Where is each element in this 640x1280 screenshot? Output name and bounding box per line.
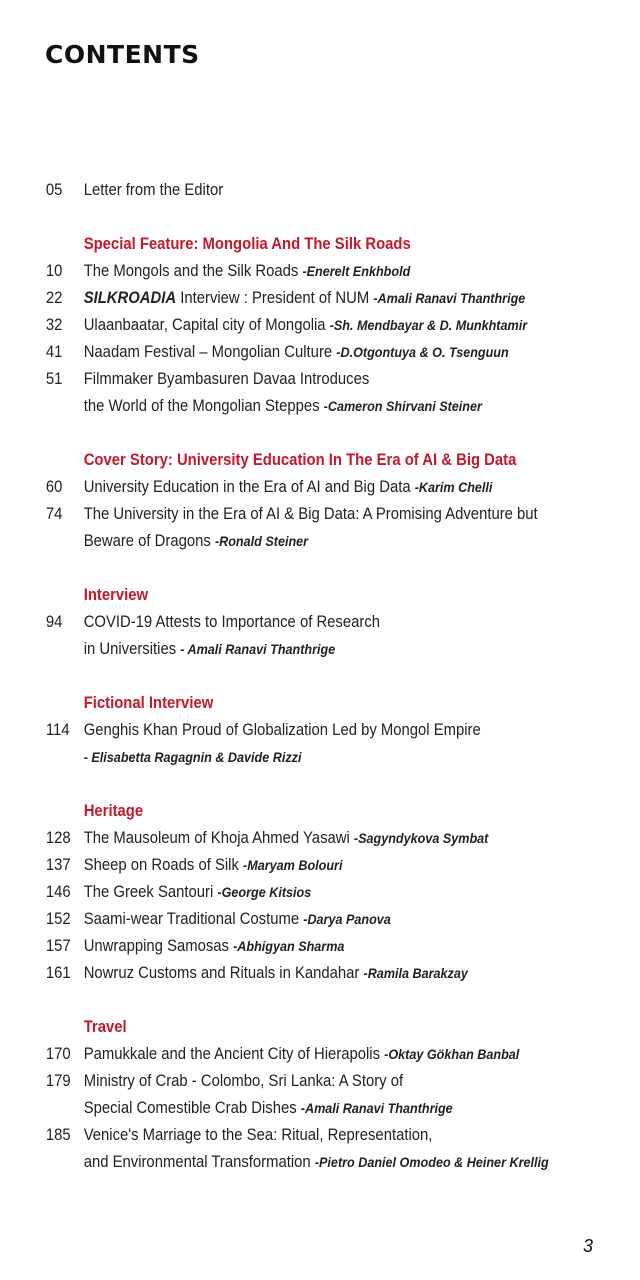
entry-author: -Ramila Barakzay (363, 965, 468, 981)
section-heading: Interview (83, 586, 149, 604)
entry-title (84, 825, 489, 852)
entry-title-text: The Mongols and the Silk Roads (83, 262, 303, 280)
section-heading-row (0, 582, 576, 609)
entry-page-number: 05 (45, 181, 63, 199)
section-spacer (0, 987, 640, 1014)
entry-title-text: Ulaanbaatar, Capital city of Mongolia (83, 316, 330, 334)
entry-page-number: 114 (45, 721, 70, 739)
entry-title (84, 474, 493, 501)
toc-entry (0, 852, 576, 879)
section-spacer (0, 555, 640, 582)
entry-author: -Pietro Daniel Omodeo & Heiner Krellig (314, 1154, 549, 1170)
entry-title-text: Naadam Festival – Mongolian Culture (83, 343, 337, 361)
section-heading-row (0, 690, 576, 717)
entry-author: -Darya Panova (303, 911, 391, 927)
entry-page-number: 161 (45, 964, 71, 982)
toc-entry (0, 258, 576, 285)
toc-entry (0, 1122, 576, 1149)
entry-author: -Maryam Bolouri (243, 857, 343, 873)
toc-entry (0, 393, 576, 420)
entry-title (84, 906, 391, 933)
entry-author: -Amali Ranavi Thanthrige (300, 1100, 453, 1116)
entry-author: -Ronald Steiner (214, 533, 309, 549)
entry-title-text: in Universities (83, 640, 181, 658)
entry-page-number: 41 (45, 343, 63, 361)
entry-title (84, 609, 380, 636)
section-heading-row (0, 1014, 576, 1041)
entry-title (84, 1095, 453, 1122)
entry-title (84, 528, 308, 555)
toc-entry (0, 717, 576, 744)
entry-title (84, 744, 302, 771)
entry-title-text: Beware of Dragons (83, 532, 215, 550)
section-heading: Travel (83, 1018, 127, 1036)
section-spacer (0, 420, 640, 447)
toc-entry (0, 1068, 576, 1095)
entry-page-number: 137 (45, 856, 71, 874)
entry-author: -Amali Ranavi Thanthrige (373, 290, 526, 306)
section-heading-row (0, 798, 576, 825)
entry-title-text: COVID-19 Attests to Importance of Research (83, 613, 381, 631)
entry-page-number: 170 (45, 1045, 71, 1063)
toc-entry (0, 960, 576, 987)
section-heading-row (0, 231, 576, 258)
entry-title (84, 177, 224, 204)
toc-entry (0, 879, 576, 906)
entry-author: -Oktay Gökhan Banbal (384, 1046, 520, 1062)
magazine-name: SILKROADIA (83, 289, 177, 307)
entry-title-text: University Education in the Era of AI and Big Data (83, 478, 415, 496)
entry-page-number: 51 (45, 370, 63, 388)
entry-title (84, 636, 336, 663)
section-spacer (0, 663, 640, 690)
toc-entry (0, 906, 576, 933)
entry-title (84, 285, 526, 312)
entry-page-number: 60 (45, 478, 63, 496)
toc-entry (0, 366, 576, 393)
entry-title (84, 258, 411, 285)
entry-author: -D.Otgontuya & O. Tsenguun (336, 344, 509, 360)
toc-entry (0, 177, 576, 204)
toc-entry (0, 312, 576, 339)
section-spacer (0, 204, 640, 231)
entry-page-number: 10 (45, 262, 63, 280)
entry-title-text: Ministry of Crab - Colombo, Sri Lanka: A Story of (83, 1072, 404, 1090)
entry-page-number: 94 (45, 613, 63, 631)
entry-title (84, 312, 527, 339)
entry-author: -Enerelt Enkhbold (302, 263, 411, 279)
entry-title-text: The Greek Santouri (83, 883, 218, 901)
entry-title (84, 393, 482, 420)
entry-title-text: Filmmaker Byambasuren Davaa Introduces (83, 370, 370, 388)
toc-entry (0, 528, 576, 555)
toc-entry (0, 1095, 576, 1122)
entry-title (84, 717, 481, 744)
entry-title (84, 879, 312, 906)
toc-entry (0, 339, 576, 366)
page-number: 3 (582, 1236, 593, 1256)
entry-author: -Abhigyan Sharma (233, 938, 345, 954)
entry-title (84, 1068, 403, 1095)
entry-author: - Elisabetta Ragagnin & Davide Rizzi (83, 749, 302, 765)
entry-author: -Sh. Mendbayar & D. Munkhtamir (329, 317, 528, 333)
entry-title (84, 366, 370, 393)
entry-title (84, 852, 343, 879)
entry-title-text: The Mausoleum of Khoja Ahmed Yasawi (83, 829, 354, 847)
section-heading: Heritage (83, 802, 144, 820)
entry-title-text: Interview : President of NUM (176, 289, 374, 307)
entry-title (84, 501, 538, 528)
entry-author: -George Kitsios (217, 884, 312, 900)
entry-title (84, 1122, 433, 1149)
toc-entry (0, 825, 576, 852)
toc-entry (0, 609, 576, 636)
toc-entry (0, 1149, 576, 1176)
entry-title-text: The University in the Era of AI & Big Data: A Promising Adventure but (83, 505, 538, 523)
entry-title-text: the World of the Mongolian Steppes (83, 397, 324, 415)
entry-page-number: 185 (45, 1126, 71, 1144)
toc-entry (0, 933, 576, 960)
section-heading-row (0, 447, 576, 474)
entry-title-text: Unwrapping Samosas (83, 937, 234, 955)
entry-author: -Karim Chelli (414, 479, 493, 495)
toc-entry (0, 1041, 576, 1068)
entry-title (84, 339, 509, 366)
entry-title (84, 960, 468, 987)
entry-page-number: 152 (45, 910, 71, 928)
entry-title-text: Letter from the Editor (83, 181, 224, 199)
entry-title (84, 1041, 520, 1068)
entry-page-number: 146 (45, 883, 71, 901)
page-title: CONTENTS (45, 40, 200, 69)
entry-title-text: Genghis Khan Proud of Globalization Led by Mongol Empire (83, 721, 481, 739)
entry-author: - Amali Ranavi Thanthrige (180, 641, 336, 657)
toc-entry (0, 636, 576, 663)
section-spacer (0, 771, 640, 798)
section-heading: Special Feature: Mongolia And The Silk Roads (83, 235, 411, 253)
entry-title-text: Special Comestible Crab Dishes (83, 1099, 301, 1117)
entry-title-text: Pamukkale and the Ancient City of Hierapolis (83, 1045, 385, 1063)
entry-author: -Cameron Shirvani Steiner (323, 398, 482, 414)
entry-author: -Sagyndykova Symbat (353, 830, 489, 846)
section-heading: Fictional Interview (83, 694, 214, 712)
section-heading: Cover Story: University Education In The Era of AI & Big Data (83, 451, 517, 469)
entry-title-text: Venice's Marriage to the Sea: Ritual, Representation, (83, 1126, 433, 1144)
toc-entry (0, 744, 576, 771)
entry-page-number: 32 (45, 316, 63, 334)
contents-list (0, 177, 640, 1176)
entry-page-number: 157 (45, 937, 71, 955)
entry-page-number: 22 (45, 289, 63, 307)
entry-title-text: and Environmental Transformation (83, 1153, 315, 1171)
entry-page-number: 128 (45, 829, 71, 847)
entry-title (84, 1149, 549, 1176)
toc-entry (0, 285, 576, 312)
toc-entry (0, 501, 576, 528)
entry-page-number: 179 (45, 1072, 71, 1090)
entry-title-text: Sheep on Roads of Silk (83, 856, 244, 874)
entry-title (84, 933, 345, 960)
entry-title-text: Saami-wear Traditional Costume (83, 910, 304, 928)
entry-page-number: 74 (45, 505, 63, 523)
entry-title-text: Nowruz Customs and Rituals in Kandahar (83, 964, 364, 982)
toc-entry (0, 474, 576, 501)
